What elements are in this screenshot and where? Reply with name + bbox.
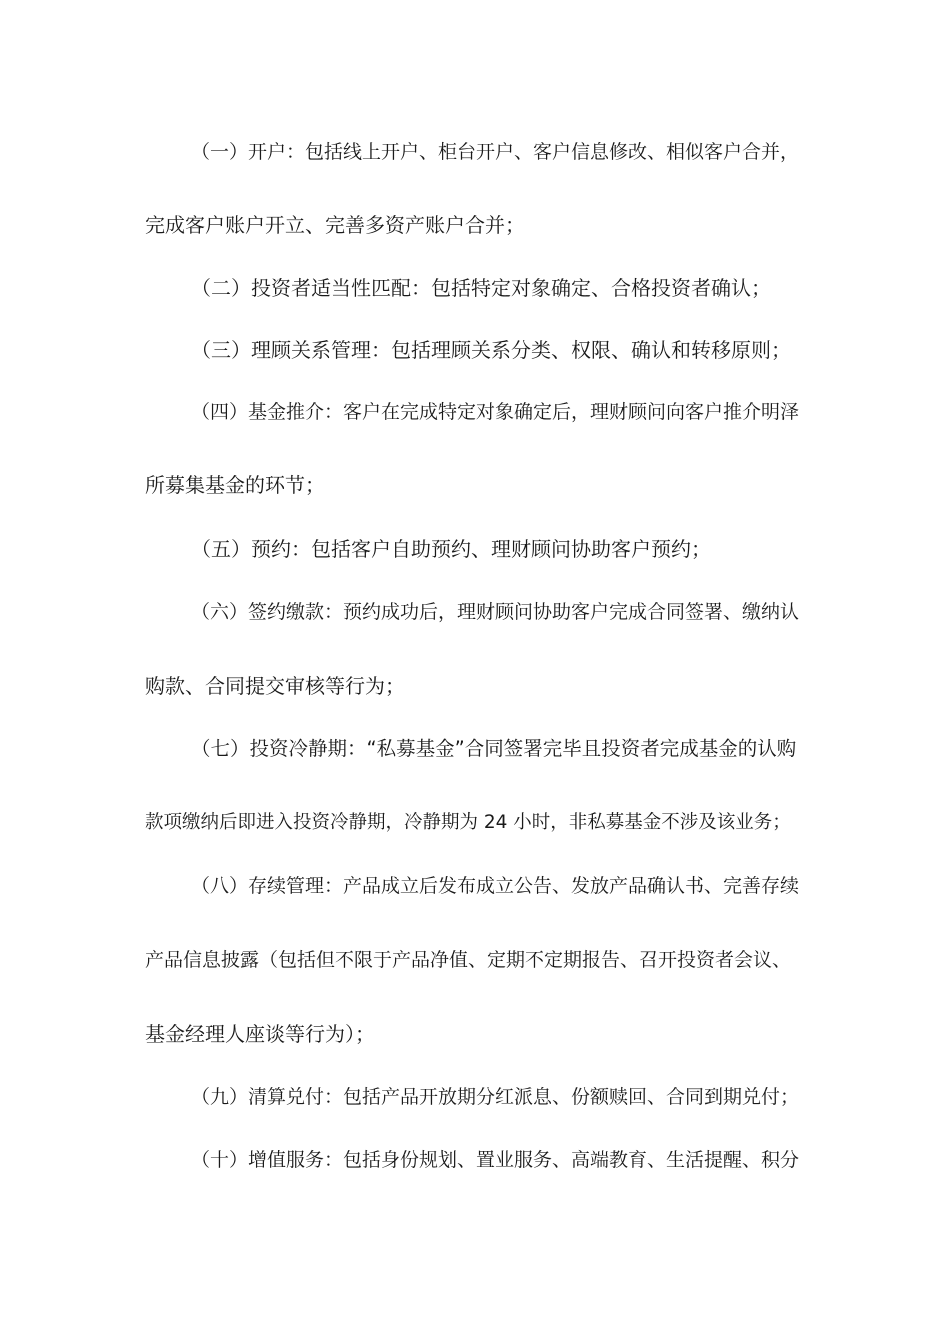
paragraph-8-line-3: 基金经理人座谈等行为）； [145,1022,375,1046]
paragraph-1-line-2: 完成客户账户开立、完善多资产账户合并； [145,213,525,237]
paragraph-4-line-2: 所募集基金的环节； [145,473,325,497]
paragraph-4-line-1: （四）基金推介：客户在完成特定对象确定后，理财顾问向客户推介明泽 [191,401,800,423]
paragraph-7-line-1: （七）投资冷静期：“私募基金”合同签署完毕且投资者完成基金的认购 [191,737,797,760]
paragraph-9-line-1: （九）清算兑付：包括产品开放期分红派息、份额赎回、合同到期兑付； [191,1086,800,1108]
paragraph-10-line-1: （十）增值服务：包括身份规划、置业服务、高端教育、生活提醒、积分 [191,1149,800,1171]
paragraph-3-line-1: （三）理顾关系管理：包括理顾关系分类、权限、确认和转移原则； [191,338,791,362]
paragraph-1-line-1: （一）开户：包括线上开户、柜台开户、客户信息修改、相似客户合并， [191,141,800,163]
paragraph-8-line-1: （八）存续管理：产品成立后发布成立公告、发放产品确认书、完善存续 [191,875,800,897]
paragraph-6-line-1: （六）签约缴款：预约成功后，理财顾问协助客户完成合同签署、缴纳认 [191,601,800,623]
paragraph-8-line-2: 产品信息披露（包括但不限于产品净值、定期不定期报告、召开投资者会议、 [145,949,792,971]
paragraph-6-line-2: 购款、合同提交审核等行为； [145,674,405,698]
paragraph-7-line-2: 款项缴纳后即进入投资冷静期，冷静期为 24 小时，非私募基金不涉及该业务； [145,812,791,833]
paragraph-5-line-1: （五）预约：包括客户自助预约、理财顾问协助客户预约； [191,537,711,561]
paragraph-2-line-1: （二）投资者适当性匹配：包括特定对象确定、合格投资者确认； [191,276,771,300]
